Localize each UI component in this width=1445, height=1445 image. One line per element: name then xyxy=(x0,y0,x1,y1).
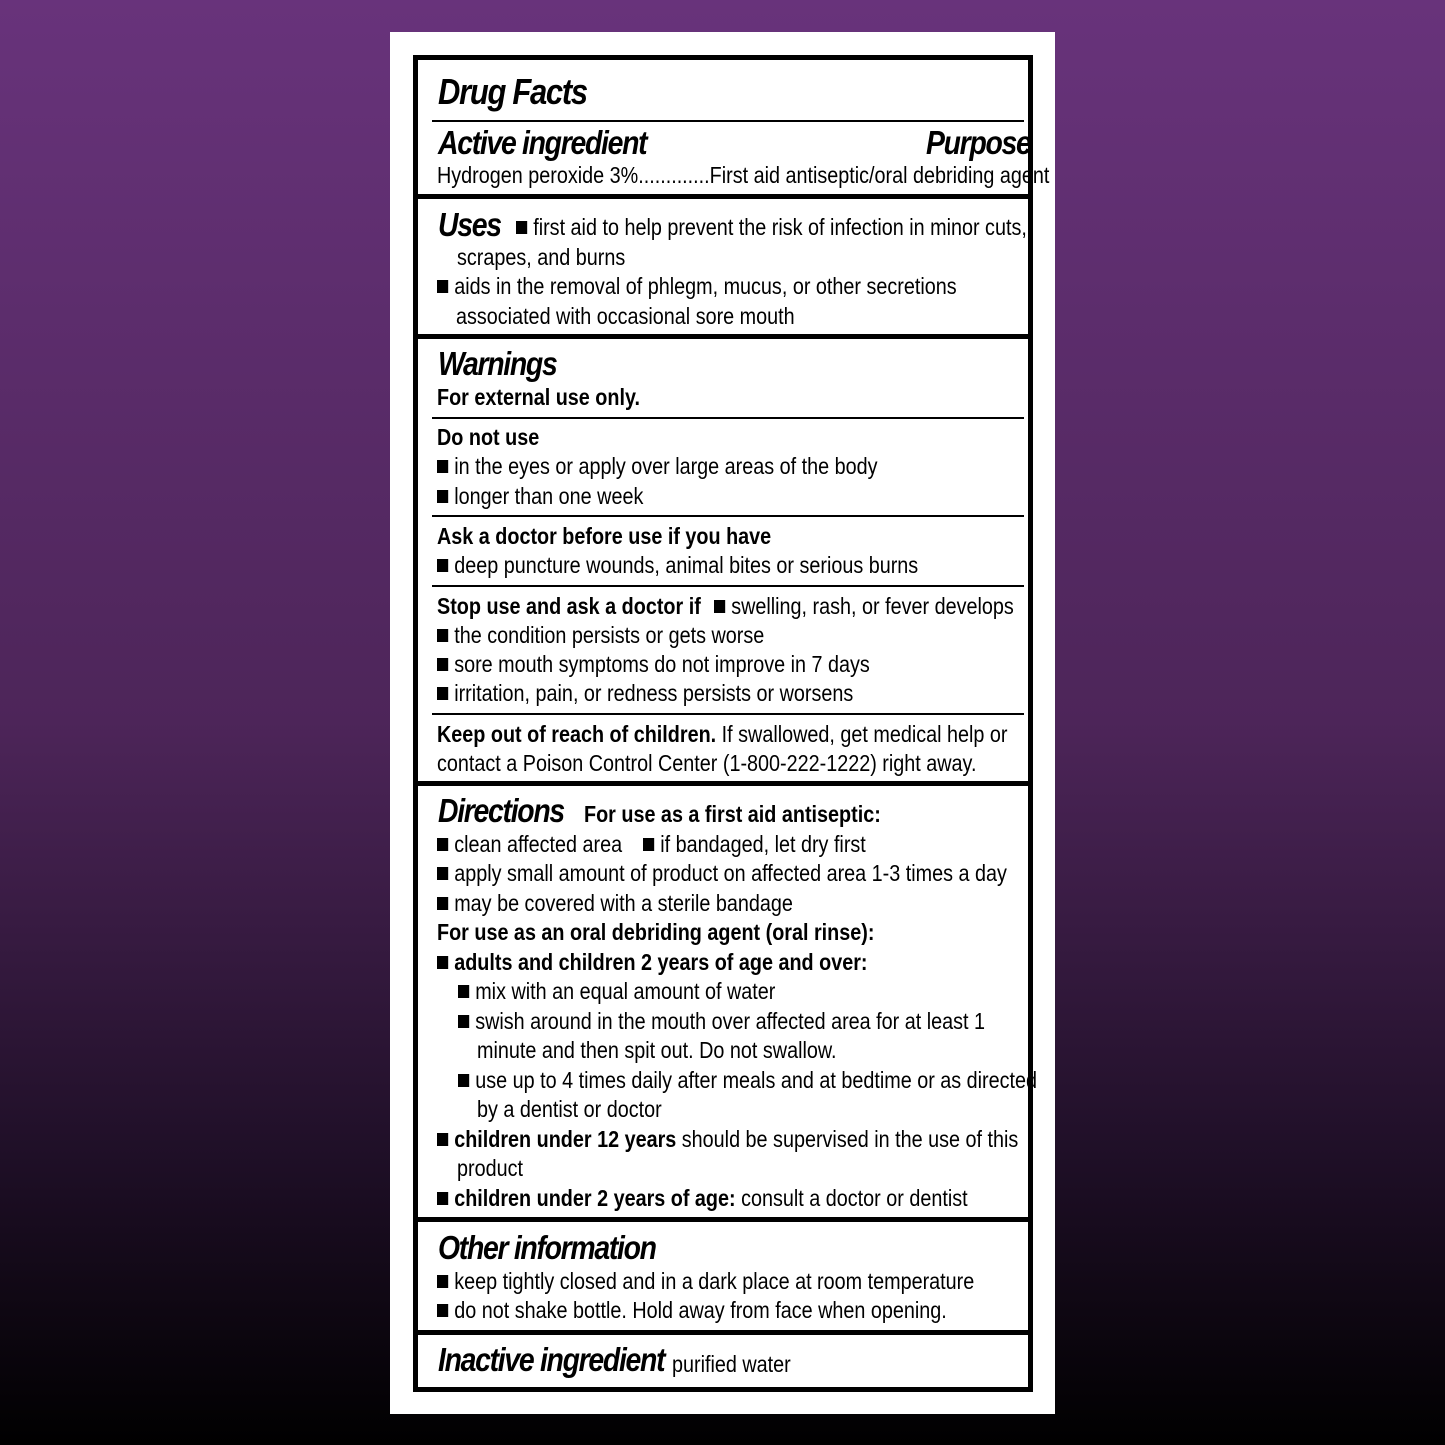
do-not-use-item-2: longer than one week xyxy=(437,485,643,508)
stop-use-inline-item: swelling, rash, or fever develops xyxy=(714,595,1014,618)
directions-item-3: apply small amount of product on affected area 1-3 times a day xyxy=(437,862,1007,885)
bullet-square-icon xyxy=(437,956,448,969)
uses-heading: Uses xyxy=(438,206,501,243)
other-info-item-1: keep tightly closed and in a dark place at room temperature xyxy=(437,1270,974,1293)
divider xyxy=(432,585,1024,587)
bullet-square-icon xyxy=(437,658,448,671)
bullet-square-icon xyxy=(714,600,725,613)
adults-item: adults and children 2 years of age and over: xyxy=(437,951,868,974)
bullet-square-icon xyxy=(516,221,527,234)
keep-out-line-1: Keep out of reach of children. If swallowed, get medical help or xyxy=(437,721,1008,747)
bullet-square-icon xyxy=(437,629,448,642)
uses-item-2-cont: associated with occasional sore mouth xyxy=(456,303,795,329)
active-ingredient-heading: Active ingredient xyxy=(438,124,647,161)
bullet-square-icon xyxy=(643,838,654,851)
drug-facts-panel xyxy=(413,55,1050,1392)
external-use-text: For external use only. xyxy=(437,384,640,410)
section-divider xyxy=(418,781,1028,786)
under-12-cont: product xyxy=(457,1155,523,1181)
uses-item-1-cont: scrapes, and burns xyxy=(457,244,626,270)
directions-heading: Directions xyxy=(438,792,564,829)
bullet-square-icon xyxy=(437,280,448,293)
bullet-square-icon xyxy=(437,897,448,910)
warnings-heading: Warnings xyxy=(438,345,557,382)
section-divider xyxy=(418,334,1028,339)
directions-item-2: if bandaged, let dry first xyxy=(643,833,866,856)
section-divider xyxy=(418,1217,1028,1222)
adults-sub-2: swish around in the mouth over affected area for at least 1 xyxy=(458,1010,985,1033)
directions-item-1: clean affected area xyxy=(437,833,622,856)
antiseptic-heading: For use as a first aid antiseptic: xyxy=(584,801,881,827)
under-12-item: children under 12 years should be supervised in the use of this xyxy=(437,1128,1018,1151)
bullet-square-icon xyxy=(437,1192,448,1205)
stop-use-heading: Stop use and ask a doctor if xyxy=(437,593,701,619)
adults-sub-3-cont: by a dentist or doctor xyxy=(477,1096,662,1122)
oral-heading: For use as an oral debriding agent (oral rinse): xyxy=(437,919,875,945)
adults-sub-2-cont: minute and then spit out. Do not swallow. xyxy=(477,1037,837,1063)
bullet-square-icon xyxy=(437,1275,448,1288)
uses-item-1: first aid to help prevent the risk of infection in minor cuts, xyxy=(516,216,1027,239)
stop-use-item-2: sore mouth symptoms do not improve in 7 days xyxy=(437,653,870,676)
bullet-square-icon xyxy=(458,1015,469,1028)
bullet-square-icon xyxy=(458,1074,469,1087)
stop-use-item-1: the condition persists or gets worse xyxy=(437,624,764,647)
do-not-use-heading: Do not use xyxy=(437,424,540,450)
bullet-square-icon xyxy=(437,838,448,851)
section-divider xyxy=(418,1330,1028,1335)
divider xyxy=(432,120,1024,122)
adults-sub-1: mix with an equal amount of water xyxy=(458,980,775,1003)
divider xyxy=(432,713,1024,715)
do-not-use-item-1: in the eyes or apply over large areas of the body xyxy=(437,455,878,478)
purpose-heading: Purpose xyxy=(926,124,1031,161)
ask-doctor-heading: Ask a doctor before use if you have xyxy=(437,523,772,549)
divider xyxy=(432,515,1024,517)
keep-out-line-2: contact a Poison Control Center (1-800-222-1222) right away. xyxy=(437,750,977,776)
inactive-ingredient-heading: Inactive ingredient xyxy=(438,1341,665,1378)
divider xyxy=(432,417,1024,419)
ask-doctor-item-1: deep puncture wounds, animal bites or serious burns xyxy=(437,554,918,577)
bullet-square-icon xyxy=(437,490,448,503)
adults-sub-3: use up to 4 times daily after meals and at bedtime or as directed xyxy=(458,1069,1037,1092)
bullet-square-icon xyxy=(458,985,469,998)
bullet-square-icon xyxy=(437,687,448,700)
inactive-ingredient-text: purified water xyxy=(672,1351,791,1377)
drug-facts-title: Drug Facts xyxy=(438,71,587,112)
under-2-item: children under 2 years of age: consult a doctor or dentist xyxy=(437,1187,968,1210)
bullet-square-icon xyxy=(437,559,448,572)
uses-item-2: aids in the removal of phlegm, mucus, or other secretions xyxy=(437,275,957,298)
bullet-square-icon xyxy=(437,1304,448,1317)
other-info-heading: Other information xyxy=(438,1229,656,1266)
other-info-item-2: do not shake bottle. Hold away from face when opening. xyxy=(437,1299,947,1322)
bullet-square-icon xyxy=(437,1133,448,1146)
stop-use-item-3: irritation, pain, or redness persists or worsens xyxy=(437,682,853,705)
active-ingredient-line: Hydrogen peroxide 3%.............First aid antiseptic/oral debriding agent xyxy=(437,162,1050,188)
directions-item-4: may be covered with a sterile bandage xyxy=(437,892,793,915)
bullet-square-icon xyxy=(437,460,448,473)
bullet-square-icon xyxy=(437,867,448,880)
section-divider xyxy=(418,194,1028,199)
